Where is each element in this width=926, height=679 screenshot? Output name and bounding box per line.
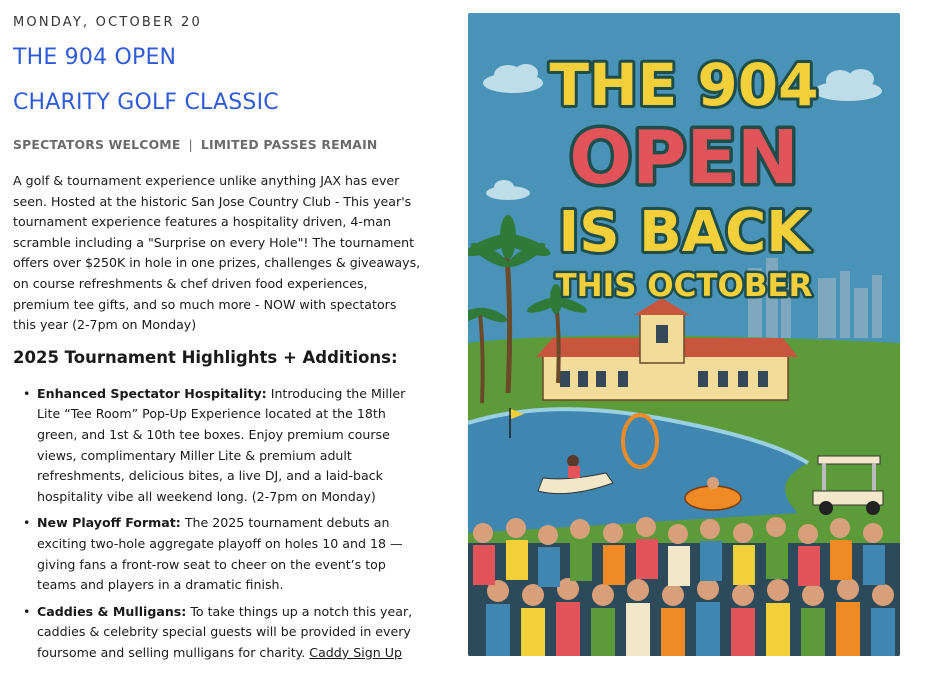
highlight-title: Caddies & Mulligans: (37, 603, 187, 619)
bullet-icon: • (23, 515, 31, 531)
highlights-heading: 2025 Tournament Highlights + Additions: (13, 347, 398, 367)
event-poster (468, 13, 900, 656)
poster-line1: THE 904 (549, 51, 819, 119)
event-description: A golf & tournament experience unlike anything JAX has ever seen. Hosted at the historic San Jose Country Club - This year's tournament experience features a hospitality driven, 4-man scramble including a "Surprise on every Hole"! The tournament offers over $250K in hole in one prizes, challenges & giveaways, on course refreshments & chef driven food experiences, premium tee gifts, and so much more - NOW with spectators this year (2-7pm on Monday) (13, 173, 421, 333)
list-item (13, 602, 423, 664)
highlight-text: To take things up a notch this year, caddies & celebrity special guests will be provided in every foursome and selling mulligans for charity. (37, 603, 413, 660)
poster-line3: IS BACK (558, 200, 810, 265)
highlight-text: The 2025 tournament debuts an exciting two-hole aggregate playoff on holes 10 and 18 — giving fans a front-row seat to cheer on the event’s top teams and players in a dramatic finish. (37, 515, 403, 593)
tag-passes: LIMITED PASSES REMAIN (200, 137, 378, 152)
event-tags (13, 137, 423, 152)
poster-line2: OPEN (569, 115, 799, 201)
list-item (13, 513, 423, 595)
event-details (13, 0, 423, 669)
highlight-title: Enhanced Spectator Hospitality: (37, 385, 267, 401)
event-subtitle: CHARITY GOLF CLASSIC (13, 90, 279, 115)
tag-spectators: SPECTATORS WELCOME (13, 137, 181, 152)
event-date: MONDAY, OCTOBER 20 (13, 15, 202, 30)
highlight-title: New Playoff Format: (37, 515, 181, 531)
caddy-signup-link[interactable]: Caddy Sign Up (309, 644, 402, 660)
event-title: THE 904 OPEN (13, 45, 177, 70)
bullet-icon: • (23, 385, 31, 401)
highlights-list (13, 384, 423, 664)
poster-line4: THIS OCTOBER (555, 268, 813, 304)
bullet-icon: • (23, 603, 31, 619)
highlight-text: Introducing the Miller Lite “Tee Room” Pop-Up Experience located at the 18th green, and 1st & 10th tee boxes. Enjoy premium course views, complimentary Miller Lite & premium adult refreshments, delicious bites, a live DJ, and a laid-back hospitality vibe all weekend long. (2-7pm on Monday) (37, 385, 406, 504)
poster-illustration (468, 13, 900, 656)
tag-separator: | (188, 137, 193, 152)
list-item (13, 384, 423, 508)
